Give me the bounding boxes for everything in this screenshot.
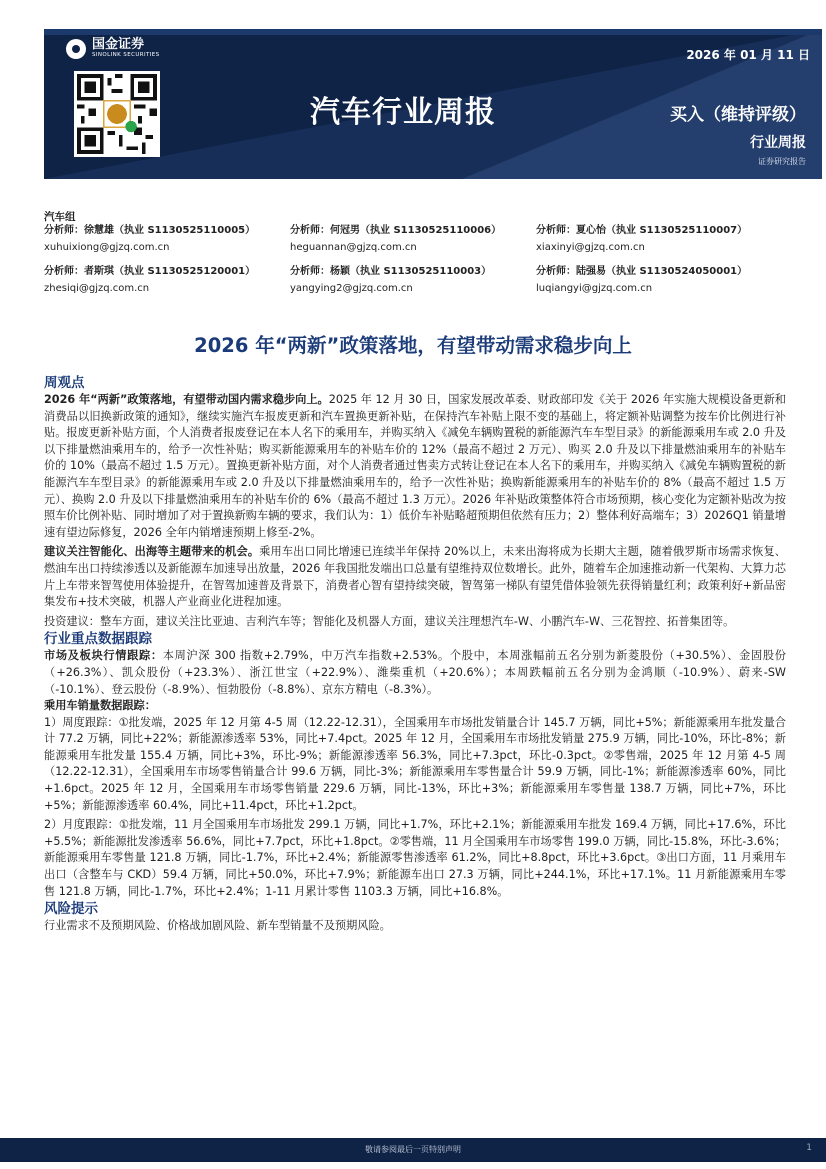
footer-disclaimer-link[interactable]: 敬请参阅最后一页特别声明 — [365, 1145, 461, 1154]
analyst-email-link[interactable]: heguannan@gjzq.com.cn — [290, 242, 417, 253]
report-date: 2026 年 01 月 11 日 — [686, 48, 810, 62]
analyst-email-link[interactable]: xiaxinyi@gjzq.com.cn — [536, 242, 645, 253]
rating-label: 买入（维持评级） — [670, 105, 806, 125]
paragraph-weekly-tracking: 1）周度跟踪：①批发端，2025 年 12 月第 4-5 周（12.22-12.31），全国乘用车市场批发销量合计 145.7 万辆，同比+5%；新能源乘用车批发量合计 77.2 万辆，同比+22%；新能源渗透率 53%，同比+7.4pct。2025 年 12 月，全国乘用车市场批发销量 275.9 万辆，同比-10%，环比-8%；新能源乘用车批发量 155.4 万辆，同比+3%，环比-9%；新能源渗透率 56.3%，同比+7.3pct，环比-0.3pct。②零售端，2025 年 12 月第 4-5 周（12.22-12.31），全国乘用车市场零售销量合计 99.6 万辆，同比-3%；新能源乘用车零售量合计 59.9 万辆，同比-1%；新能源渗透率 60%，同比+1.6pct。2025 年 12 月，全国乘用车市场零售销量 229.6 万辆，同比-13%，环比+3%；新能源乘用车零售量 138.7 万辆，同比+7%，环比+5%；新能源渗透率 60.4%，同比+11.4pct，环比+1.2pct。 — [44, 715, 786, 812]
brand-logo-icon — [66, 39, 86, 59]
analyst-email-link[interactable]: yangying2@gjzq.com.cn — [290, 283, 413, 294]
analyst-name: 分析师：杨颖（执业 S1130525110003） — [290, 266, 492, 277]
analyst-name: 分析师：者斯琪（执业 S1130525120001） — [44, 266, 256, 277]
paragraph-text: 2025 年 12 月 30 日，国家发展改革委、财政部印发《关于 2026 年实施大规模设备更新和消费品以旧换新政策的通知》，继续实施汽车报废更新和汽车置换更新补贴，在保持汽车补贴上限不变的基础上，将定额补贴调整为按车价比例进行补贴。报废更新补贴方面，个人消费者报废登记在本人名下的乘用车，并购买纳入《减免车辆购置税的新能源汽车车型目录》的新能源乘用车或 2.0 升及以下排量燃油乘用车的，给予一次性补贴；购买新能源乘用车的补贴车价的 12%（最高不超过 2 万元）、购买 2.0 升及以下排量燃油乘用车的补贴车价的 10%（最高不超过 1.5 万元）。置换更新补贴方面，对个人消费者通过售卖方式转让登记在本人名下的乘用车，并购买纳入《减免车辆购置税的新能源汽车车型目录》的新能源乘用车或 2.0 升及以下排量燃油乘用车的，给予一次性补贴；换购新能源乘用车的补贴车价的 8%（最高不超过 1.5 万元）、换购 2.0 升及以下排量燃油乘用车的补贴车价的 6%（最高不超过 1.3 万元）。2026 年补贴政策整体符合市场预期，核心变化为定额补贴改为按照车价比例补贴、同时增加了对于置换新购车辆的要求，我们认为：1）低价车补贴略超预期但依然有压力；2）整体利好高端车；3）2026Q1 销量增速有望边际修复，2026 全年内销增速预期上修至-2%。 — [44, 393, 786, 539]
paragraph — [44, 392, 786, 541]
analyst-row — [44, 265, 824, 296]
report-body — [44, 374, 786, 935]
report-title: 汽车行业周报 — [310, 95, 496, 130]
brand-name-cn: 国金证券 — [92, 37, 145, 52]
paragraph — [44, 544, 786, 610]
analyst-card — [536, 265, 782, 296]
analyst-row — [44, 224, 824, 255]
paragraph-lead: 2026 年“两新”政策落地，有望带动国内需求稳步向上。 — [44, 393, 329, 406]
paragraph-investment-advice: 投资建议：整车方面，建议关注比亚迪、吉利汽车等；智能化及机器人方面，建议关注理想汽车-W、小鹏汽车-W、三花智控、拓普集团等。 — [44, 614, 735, 628]
analyst-name: 分析师：夏心怡（执业 S1130525110007） — [536, 225, 748, 236]
qr-code-icon[interactable] — [74, 71, 160, 157]
page-number: 1 — [806, 1143, 812, 1153]
section-heading-data-tracking: 行业重点数据跟踪 — [44, 631, 152, 648]
paragraph — [44, 648, 786, 698]
page-footer — [0, 1138, 826, 1162]
brand-logo — [66, 38, 160, 59]
paragraph-monthly-tracking: 2）月度跟踪：①批发端，11 月全国乘用车市场批发 299.1 万辆，同比+1.7%，环比+2.1%；新能源乘用车批发 169.4 万辆，同比+17.6%，环比+5.5%；新能源批发渗透率 56.6%，同比+7.7pct，环比+1.8pct。②零售端，11 月全国乘用车市场零售 199.0 万辆，同比-15.8%，环比-3.6%；新能源乘用车零售量 121.8 万辆，同比-1.7%，环比+2.4%；新能源零售渗透率 61.2%，同比+8.8pct，环比+3.6pct。③出口方面，11 月乘用车出口（含整车与 CKD）59.4 万辆，同比+50.0%，环比+7.9%；新能源车出口 27.3 万辆，同比+244.1%，环比+17.1%。11 月新能源乘用车零售 121.8 万辆，同比-1.7%，环比+2.4%；1-11 月累计零售 1103.3 万辆，同比+16.8%。 — [44, 818, 786, 898]
analyst-block — [44, 210, 824, 296]
analyst-card — [536, 224, 782, 255]
brand-name-en: SINOLINK SECURITIES — [92, 52, 160, 58]
header-bar — [44, 29, 822, 35]
report-header — [44, 29, 822, 179]
analyst-name: 分析师：何冠男（执业 S1130525110006） — [290, 225, 502, 236]
analyst-email-link[interactable]: luqiangyi@gjzq.com.cn — [536, 283, 653, 294]
analyst-card — [290, 224, 536, 255]
analyst-group: 汽车组 — [44, 211, 76, 223]
analyst-email-link[interactable]: zhesiqi@gjzq.com.cn — [44, 283, 150, 294]
section-heading-risk: 风险提示 — [44, 901, 98, 918]
analyst-card — [44, 265, 290, 296]
analyst-name: 分析师：徐慧雄（执业 S1130525110005） — [44, 225, 256, 236]
analyst-card — [44, 224, 290, 255]
section-heading-weekly-view: 周观点 — [44, 375, 85, 391]
paragraph-risk: 行业需求不及预期风险、价格战加剧风险、新车型销量不及预期风险。 — [44, 919, 391, 933]
analyst-name: 分析师：陆强易（执业 S1130524050001） — [536, 266, 748, 277]
paragraph-lead: 市场及板块行情跟踪： — [44, 649, 163, 663]
paragraph-text: 乘用车出口同比增速已连续半年保持 20%以上，未来出海将成为长期大主题，随着俄罗斯市场需求恢复、燃油车出口持续渗透以及新能源车加速导出放量，2026 年我国批发端出口总量有望维持双位数增长。此外，随着车企加速推动新一代架构、大算力芯片上车带来智驾使用体验提升，在智驾加速普及背景下，消费者心智有望持续突破，智驾第一梯队有望凭借体验领先获得销量红利；政策利好+新品密集发布+技术突破，机器人产业商业化进程加速。 — [44, 545, 786, 609]
paragraph-lead: 建议关注智能化、出海等主题带来的机会。 — [44, 545, 260, 559]
main-title: 2026 年“两新”政策落地，有望带动需求稳步向上 — [194, 334, 632, 357]
report-category: 证券研究报告 — [758, 157, 806, 166]
subheading-sales-tracking: 乘用车销量数据跟踪： — [44, 699, 156, 713]
report-type: 行业周报 — [750, 135, 806, 151]
analyst-card — [290, 265, 536, 296]
analyst-email-link[interactable]: xuhuixiong@gjzq.com.cn — [44, 242, 170, 253]
paragraph-text: 本周沪深 300 指数+2.79%，中万汽车指数+2.53%。个股中，本周涨幅前五名分别为新菱股份（+30.5%）、金固股份（+26.3%）、凯众股份（+23.3%）、浙江世宝（+22.9%）、潍柴重机（+20.6%）；本周跌幅前五名分别为金鸿顺（-10.9%）、蔚来-SW（-10.1%）、登云股份（-8.9%）、恒勃股份（-8.8%）、京东方精电（-8.3%）。 — [44, 649, 786, 696]
